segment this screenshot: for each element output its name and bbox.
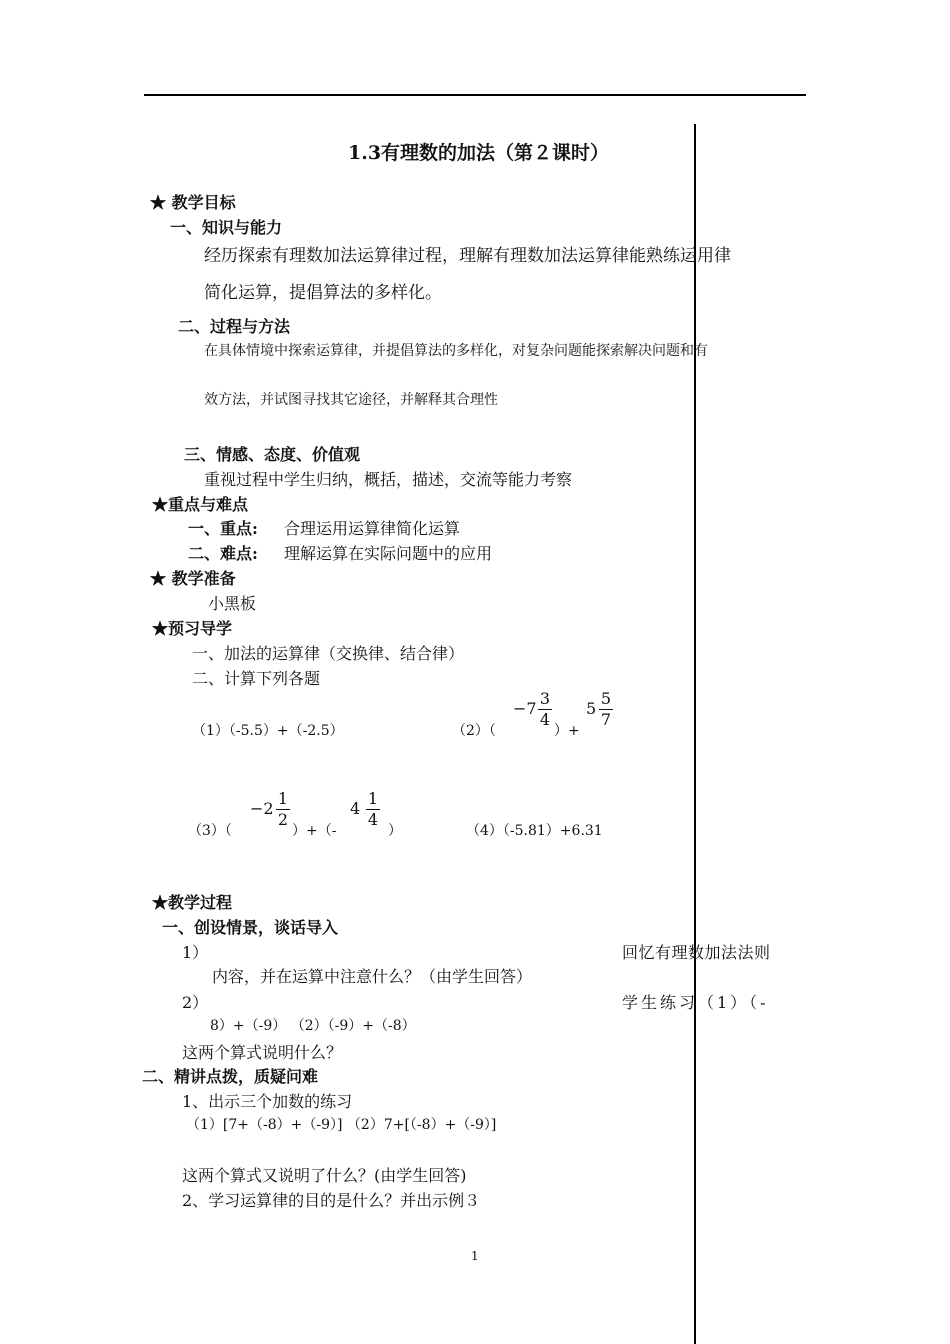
problem-2-prefix: （2）（: [452, 723, 496, 739]
goals-sub2-line2: 效方法，并试图寻找其它途径，并解释其合理性: [204, 392, 498, 408]
problem-3-mid: ）+（-: [292, 823, 337, 839]
problem-2-frac1: [538, 690, 552, 729]
process-2-continuation: 8）+（-9） （2）（-9）+（-8）: [210, 1018, 416, 1034]
problem-2-mid: ）+: [554, 723, 580, 739]
preview-item-2: 二、计算下列各题: [192, 669, 321, 688]
goals-heading: ★ 教学目标: [150, 193, 236, 212]
page-title: 1.3有理数的加法（第２课时）: [348, 142, 610, 164]
frac-numerator: 1: [277, 789, 289, 808]
goals-sub3-label: 三、情感、态度、价值观: [184, 445, 361, 464]
margin-rule: [694, 124, 696, 1344]
frac-numerator: 3: [539, 689, 551, 708]
process-1-number: 1）: [182, 943, 209, 962]
process-2-3: 2、学习运算律的目的是什么？并出示例３: [182, 1191, 481, 1210]
process-section-2: 二、精讲点拨，质疑问难: [142, 1067, 319, 1086]
frac-denominator: 2: [277, 810, 289, 829]
problem-3-frac2: [366, 790, 380, 829]
problem-3-prefix: （3）（: [188, 823, 232, 839]
header-rule: [144, 94, 806, 96]
frac-denominator: 7: [600, 710, 612, 729]
prep-heading: ★ 教学准备: [150, 569, 236, 588]
goals-sub2-label: 二、过程与方法: [178, 317, 291, 336]
problem-2-frac1-whole: −7: [513, 699, 537, 718]
page-number: 1: [471, 1249, 479, 1263]
process-section-1: 一、创设情景，谈话导入: [162, 918, 339, 937]
problem-2-frac2: [599, 690, 613, 729]
keypoints-heading: ★重点与难点: [152, 495, 249, 514]
process-1-right: 回忆有理数加法法则: [622, 943, 771, 962]
problem-1: （1）（-5.5）+（-2.5）: [192, 723, 344, 739]
frac-denominator: 4: [367, 810, 379, 829]
goals-sub3-line1: 重视过程中学生归纳，概括，描述，交流等能力考察: [204, 470, 573, 489]
process-2-1: 1、出示三个加数的练习: [182, 1092, 353, 1111]
goals-sub1-line2: 简化运算，提倡算法的多样化。: [204, 283, 442, 303]
prep-text: 小黑板: [208, 594, 257, 613]
problem-3-frac1: [276, 790, 290, 829]
keypoint-1-label: 一、重点:: [188, 519, 258, 538]
preview-item-1: 一、加法的运算律（交换律、结合律）: [192, 644, 465, 663]
process-2-number: 2）: [182, 993, 209, 1012]
problem-3-frac1-whole: −2: [250, 799, 274, 818]
process-2-1-examples: （1）[7+（-8）+（-9）] （2）7+[（-8）+（-9）]: [186, 1117, 497, 1133]
goals-sub1-line1: 经历探索有理数加法运算律过程，理解有理数加法运算律能熟练运用律: [204, 246, 731, 266]
frac-denominator: 4: [539, 710, 551, 729]
process-2-2: 这两个算式又说明了什么？(由学生回答): [182, 1166, 467, 1185]
preview-heading: ★预习导学: [152, 619, 233, 638]
goals-sub2-line1: 在具体情境中探索运算律，并提倡算法的多样化，对复杂问题能探索解决问题和有: [204, 343, 708, 359]
process-3-text: 这两个算式说明什么？: [182, 1043, 343, 1062]
process-2-right: 学生练习（1）（-: [622, 993, 769, 1012]
problem-3-frac2-whole: 4: [350, 799, 361, 818]
frac-numerator: 1: [367, 789, 379, 808]
problem-3-suffix: ）: [388, 823, 402, 839]
problem-2-frac2-whole: 5: [586, 699, 597, 718]
keypoint-2-label: 二、难点:: [188, 544, 258, 563]
keypoint-1-text: 合理运用运算律简化运算: [284, 519, 461, 538]
keypoint-2-text: 理解运算在实际问题中的应用: [284, 544, 493, 563]
frac-numerator: 5: [600, 689, 612, 708]
goals-sub1-label: 一、知识与能力: [170, 218, 283, 237]
problem-4: （4）（-5.81）+6.31: [466, 823, 603, 839]
process-1-continuation: 内容，并在运算中注意什么？（由学生回答）: [212, 967, 533, 986]
process-heading: ★教学过程: [152, 893, 233, 912]
